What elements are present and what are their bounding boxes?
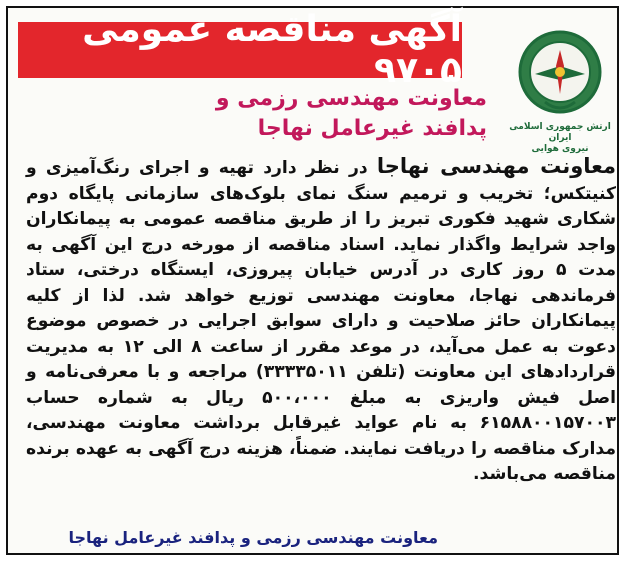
- org-line-2: پدافند غیرعامل نهاجا: [257, 116, 487, 141]
- notice-body: [26, 154, 616, 488]
- notice-footer: معاونت مهندسی رزمی و پدافند غیرعامل نهاجا: [68, 528, 438, 547]
- notice-lead: معاونت مهندسی نهاجا: [376, 154, 616, 178]
- org-line-1: معاونت مهندسی رزمی و: [215, 86, 487, 111]
- organization-heading: [67, 84, 487, 144]
- notice-frame: [6, 6, 619, 555]
- emblem: [508, 26, 612, 156]
- emblem-caption-line1: ارتش جمهوری اسلامی ایران: [509, 122, 611, 143]
- air-force-emblem-icon: [515, 26, 605, 122]
- emblem-caption-line2: نیروی هوایی: [531, 144, 589, 154]
- notice-body-text: در نظر دارد تهیه و اجرای رنگ‌آمیزی و کنیتکس؛ تخریب و ترمیم سنگ نمای بلوک‌های سازمانی پایگاه دوم شکاری شهید فکوری تبریز را از طریق مناقصه عمومی به پیمانکاران واجد شرایط واگذار نماید. اسناد مناقصه از مورخه درج این آگهی به مدت ۵ روز کاری در آدرس خیابان پیروزی، ایستگاه درختی، ستاد فرماندهی نهاجا، معاونت مهندسی توزیع خواهد شد. لذا از کلیه پیمانکاران حائز صلاحیت و دارای سوابق اجرایی در خصوص موضوع دعوت به عمل می‌آید، در موعد مقرر از ساعت ۸ الی ۱۲ به مدیریت قراردادهای این معاونت (تلفن ۳۳۳۳۵۰۱۱) مراجعه و با معرفی‌نامه و اصل فیش واریزی به مبلغ ۵۰۰،۰۰۰ ریال به شماره حساب ۶۱۵۸۸۰۰۱۵۷۰۰۳ به نام عواید غیرقابل برداشت معاونت مهندسی، مدارک مناقصه را دریافت نمایند. ضمناً، هزینه درج آگهی به عهده برنده مناقصه می‌باشد.: [26, 158, 617, 484]
- notice-title: آگهی مناقصه عمومی ۹۷۰۵: [18, 22, 462, 78]
